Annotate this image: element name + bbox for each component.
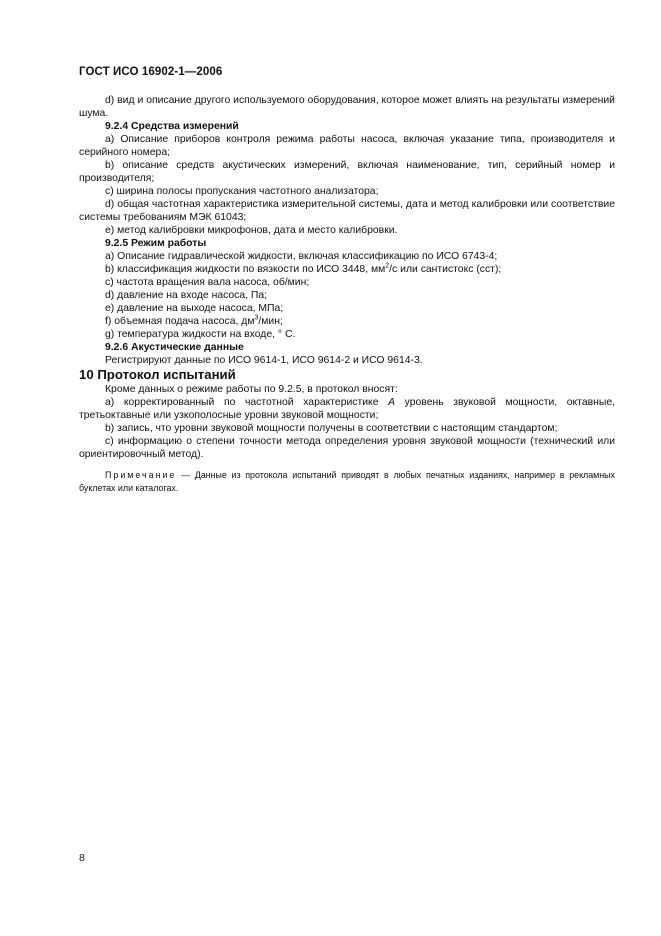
superscript-2: 2 (385, 262, 390, 270)
item-d-equipment: d) вид и описание другого используемого оборудования, которое может влиять на результаты измерений шума. (79, 95, 615, 119)
section-10-item-a-text: a) корректированный по частотной характеристике (105, 397, 389, 408)
page-number: 8 (79, 852, 85, 864)
item-f-9-2-5-text-end: /мин; (258, 316, 283, 327)
standard-header: ГОСТ ИСО 16902-1—2006 (79, 66, 223, 78)
superscript-3: 3 (254, 314, 259, 322)
item-f-9-2-5 (79, 315, 615, 328)
subsection-9-2-4-heading: 9.2.4 Средства измерений (105, 121, 239, 132)
note-text: — Данные из протокола испытаний приводят в любых печатных изданиях, например в рекламных буклетах или каталогах. (79, 470, 615, 493)
note-label: Примечание (105, 470, 177, 480)
subsection-9-2-6-heading: 9.2.6 Акустические данные (105, 342, 244, 353)
item-f-9-2-5-text: f) объемная подача насоса, дм (105, 316, 255, 327)
item-d-9-2-4: d) общая частотная характеристика измерительной системы, дата и метод калибровки или соответствие системы требованиям МЭК 61043; (79, 199, 615, 223)
section-10-intro: Кроме данных о режиме работы по 9.2.5, в протокол вносят: (105, 384, 398, 395)
item-c-9-2-4: c) ширина полосы пропускания частотного анализатора; (105, 186, 379, 197)
note-paragraph (79, 469, 615, 495)
section-10-item-b: b) запись, что уровни звуковой мощности получены в соответствии с настоящим стандартом; (105, 423, 558, 434)
item-c-9-2-5: c) частота вращения вала насоса, об/мин; (105, 277, 310, 288)
page-content (79, 94, 615, 495)
item-e-9-2-5: e) давление на выходе насоса, МПа; (105, 303, 284, 314)
section-10-item-c: c) информацию о степени точности метода определения уровня звуковой мощности (технический или ориентировочный метод). (79, 436, 615, 460)
subsection-9-2-5-heading: 9.2.5 Режим работы (105, 238, 207, 249)
italic-letter-a: А (388, 397, 396, 408)
section-10-item-a-text-end: уровень звуковой мощности, октавные, третьоктавные или узкополосные уровни звуковой мощности; (79, 397, 615, 421)
item-d-9-2-5: d) давление на входе насоса, Па; (105, 290, 268, 301)
item-b-9-2-4: b) описание средств акустических измерений, включая наименование, тип, серийный номер и производителя; (79, 160, 615, 184)
item-e-9-2-4: e) метод калибровки микрофонов, дата и место калибровки. (105, 225, 398, 236)
item-a-9-2-4: a) Описание приборов контроля режима работы насоса, включая указание типа, производителя и серийного номера; (79, 134, 615, 158)
section-10-title: 10 Протокол испытаний (79, 367, 236, 382)
acoustic-data-text: Регистрируют данные по ИСО 9614-1, ИСО 9614-2 и ИСО 9614-3. (105, 355, 423, 366)
item-b-9-2-5 (79, 263, 615, 276)
item-b-9-2-5-text-end: /с или сантистокс (сст); (389, 264, 502, 275)
section-10-item-a (79, 396, 615, 422)
item-g-9-2-5: g) температура жидкости на входе, ° С. (105, 329, 296, 340)
item-b-9-2-5-text: b) классификация жидкости по вязкости по ИСО 3448, мм (105, 264, 386, 275)
item-a-9-2-5: a) Описание гидравлической жидкости, включая классификацию по ИСО 6743-4; (105, 251, 498, 262)
